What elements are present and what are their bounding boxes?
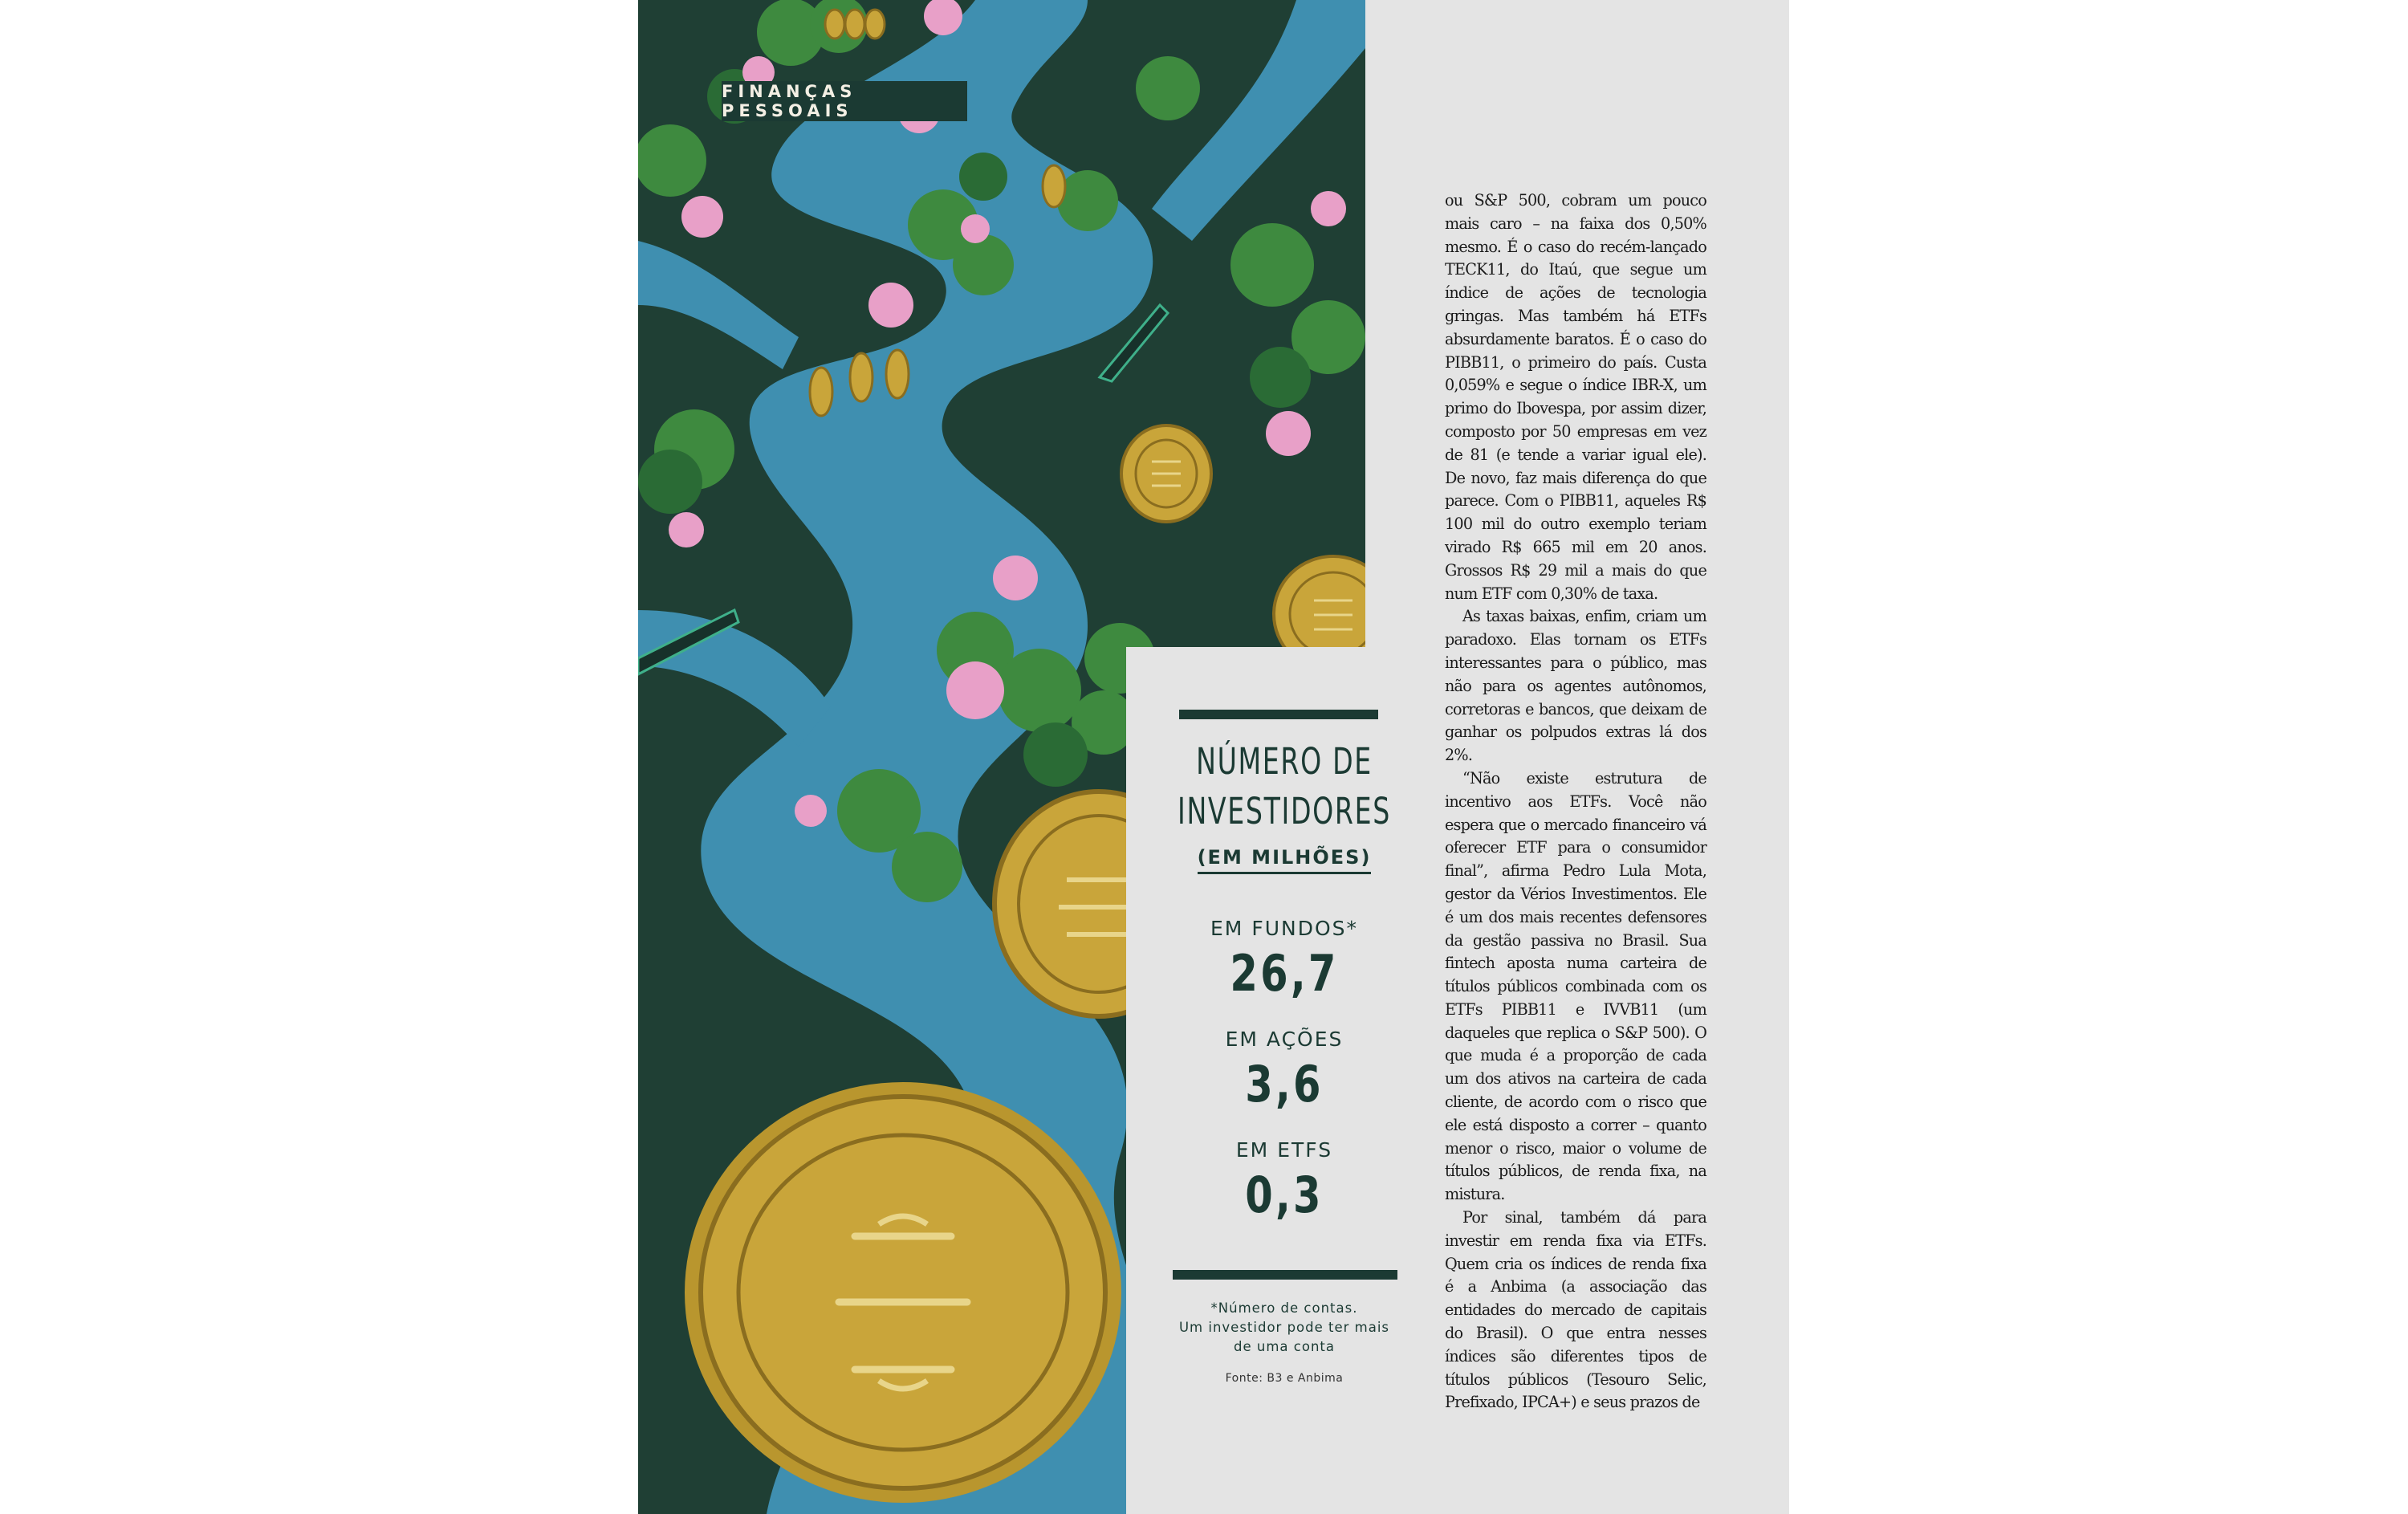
article-column [1445,189,1706,1414]
article-paragraph: “Não existe estrutura de incentivo aos ETFs. Você não espera que o mercado financeiro vá oferecer ETF para o consumidor final”, afirma Pedro Lula Mota, gestor da Vérios Investimentos. Ele é um dos mais recentes defensores da gestão passiva no Brasil. Sua fintech aposta numa carteira de títulos públicos combinada com os ETFs PIBB11 e IVVB11 (um daqueles que replica o S&P 500). O que muda é a proporção de cada um dos ativos na carteira de cada cliente, de acordo com o risco que ele está disposto a correr – quanto menor o risco, maior o volume de títulos públicos, de renda fixa, na mistura. [1445,768,1706,1204]
infobox-footnote [1158,1299,1410,1357]
stat-label-stocks: EM AÇÕES [1225,1028,1344,1051]
stat-label-etfs: EM ETFS [1235,1138,1333,1162]
magazine-page [638,0,1789,1514]
article-paragraph: ou S&P 500, cobram um pouco mais caro – na faixa dos 0,50% mesmo. É o caso do recém-lançado TECK11, do Itaú, que segue um índice de ações de tecnologia gringas. Mas também há ETFs absurdamente baratos. É o caso do PIBB11, o primeiro do país. Custa 0,059% e segue o índice IBR-X, um primo do Ibovespa, por assim dizer, composto por 50 empresas em vez de 81 (e tende a variar igual ele). De novo, faz mais diferença do que parece. Com o PIBB11, aqueles R$ 100 mil do outro exemplo teriam virado R$ 665 mil em 20 anos. Grossos R$ 29 mil a mais do que num ETF com 0,30% de taxa. [1445,191,1706,603]
infobox-title-line2: INVESTIDORES [1178,790,1391,832]
investors-infobox [1126,647,1442,1514]
stat-value-stocks: 3,6 [1245,1055,1324,1113]
footnote-line2: Um investidor pode ter mais [1178,1320,1390,1335]
infobox-title-line1: NÚMERO DE [1196,740,1373,783]
infobox-subtitle [1126,846,1442,869]
infobox-subtitle-text: (EM MILHÕES) [1198,846,1372,874]
top-rule [1179,710,1378,719]
infobox-title [1154,737,1413,836]
footnote-line3: de uma conta [1234,1339,1335,1354]
section-label: FINANÇAS PESSOAIS [722,81,967,121]
infobox-source: Fonte: B3 e Anbima [1225,1372,1344,1385]
bottom-rule [1173,1270,1397,1280]
stat-label-funds: EM FUNDOS* [1210,917,1358,940]
footnote-line1: *Número de contas. [1210,1300,1358,1316]
article-paragraph: Por sinal, também dá para investir em renda fixa via ETFs. Quem cria os índices de renda fixa é a Anbima (a associação das entidades do mercado de capitais do Brasil). O que entra nesses índices são diferentes tipos de títulos públicos (Tesouro Selic, Prefixado, IPCA+) e seus prazos de [1445,1208,1706,1412]
stat-value-funds: 26,7 [1230,944,1339,1003]
stat-value-etfs: 0,3 [1245,1166,1324,1224]
article-paragraph: As taxas baixas, enfim, criam um paradoxo. Elas tornam os ETFs interessantes para o público, mas não para os agentes autônomos, corretoras e bancos, que deixam de ganhar os polpudos extras lá dos 2%. [1445,607,1706,765]
